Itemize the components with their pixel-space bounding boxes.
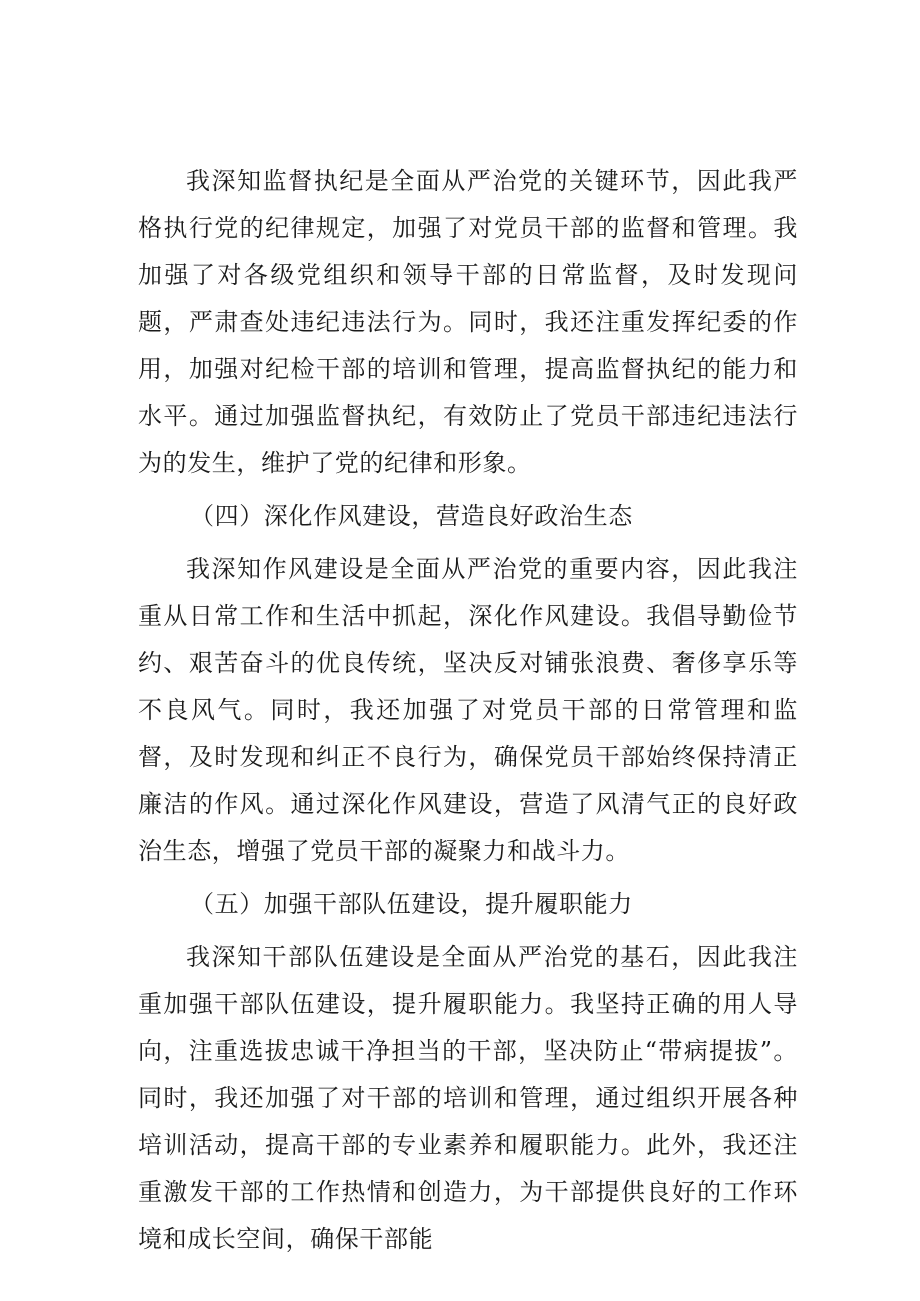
paragraph-supervision-discipline: 我深知监督执纪是全面从严治党的关键环节，因此我严格执行党的纪律规定，加强了对党员干部的监督和管理。我加强了对各级党组织和领导干部的日常监督，及时发现问题，严肃查处违纪违法行为。同时，我还注重发挥纪委的作用，加强对纪检干部的培训和管理，提高监督执纪的能力和水平。通过加强监督执纪，有效防止了党员干部违纪违法行为的发生，维护了党的纪律和形象。 — [138, 167, 798, 477]
document-body — [138, 158, 798, 1269]
paragraph-work-style: 我深知作风建设是全面从严治党的重要内容，因此我注重从日常工作和生活中抓起，深化作风建设。我倡导勤俭节约、艰苦奋斗的优良传统，坚决反对铺张浪费、奢侈享乐等不良风气。同时，我还加强了对党员干部的日常管理和监督，及时发现和纠正不良行为，确保党员干部始终保持清正廉洁的作风。通过深化作风建设，营造了风清气正的良好政治生态，增强了党员干部的凝聚力和战斗力。 — [138, 555, 798, 865]
paragraph-cadre-team: 我深知干部队伍建设是全面从严治党的基石，因此我注重加强干部队伍建设，提升履职能力。我坚持正确的用人导向，注重选拔忠诚干净担当的干部，坚决防止“带病提拔”。同时，我还加强了对干部的培训和管理，通过组织开展各种培训活动，提高干部的专业素养和履职能力。此外，我还注重激发干部的工作热情和创造力，为干部提供良好的工作环境和成长空间，确保干部能 — [138, 943, 798, 1253]
section-heading-4: （四）深化作风建设，营造良好政治生态 — [190, 502, 633, 530]
section-heading-5: （五）加强干部队伍建设，提升履职能力 — [190, 890, 633, 918]
